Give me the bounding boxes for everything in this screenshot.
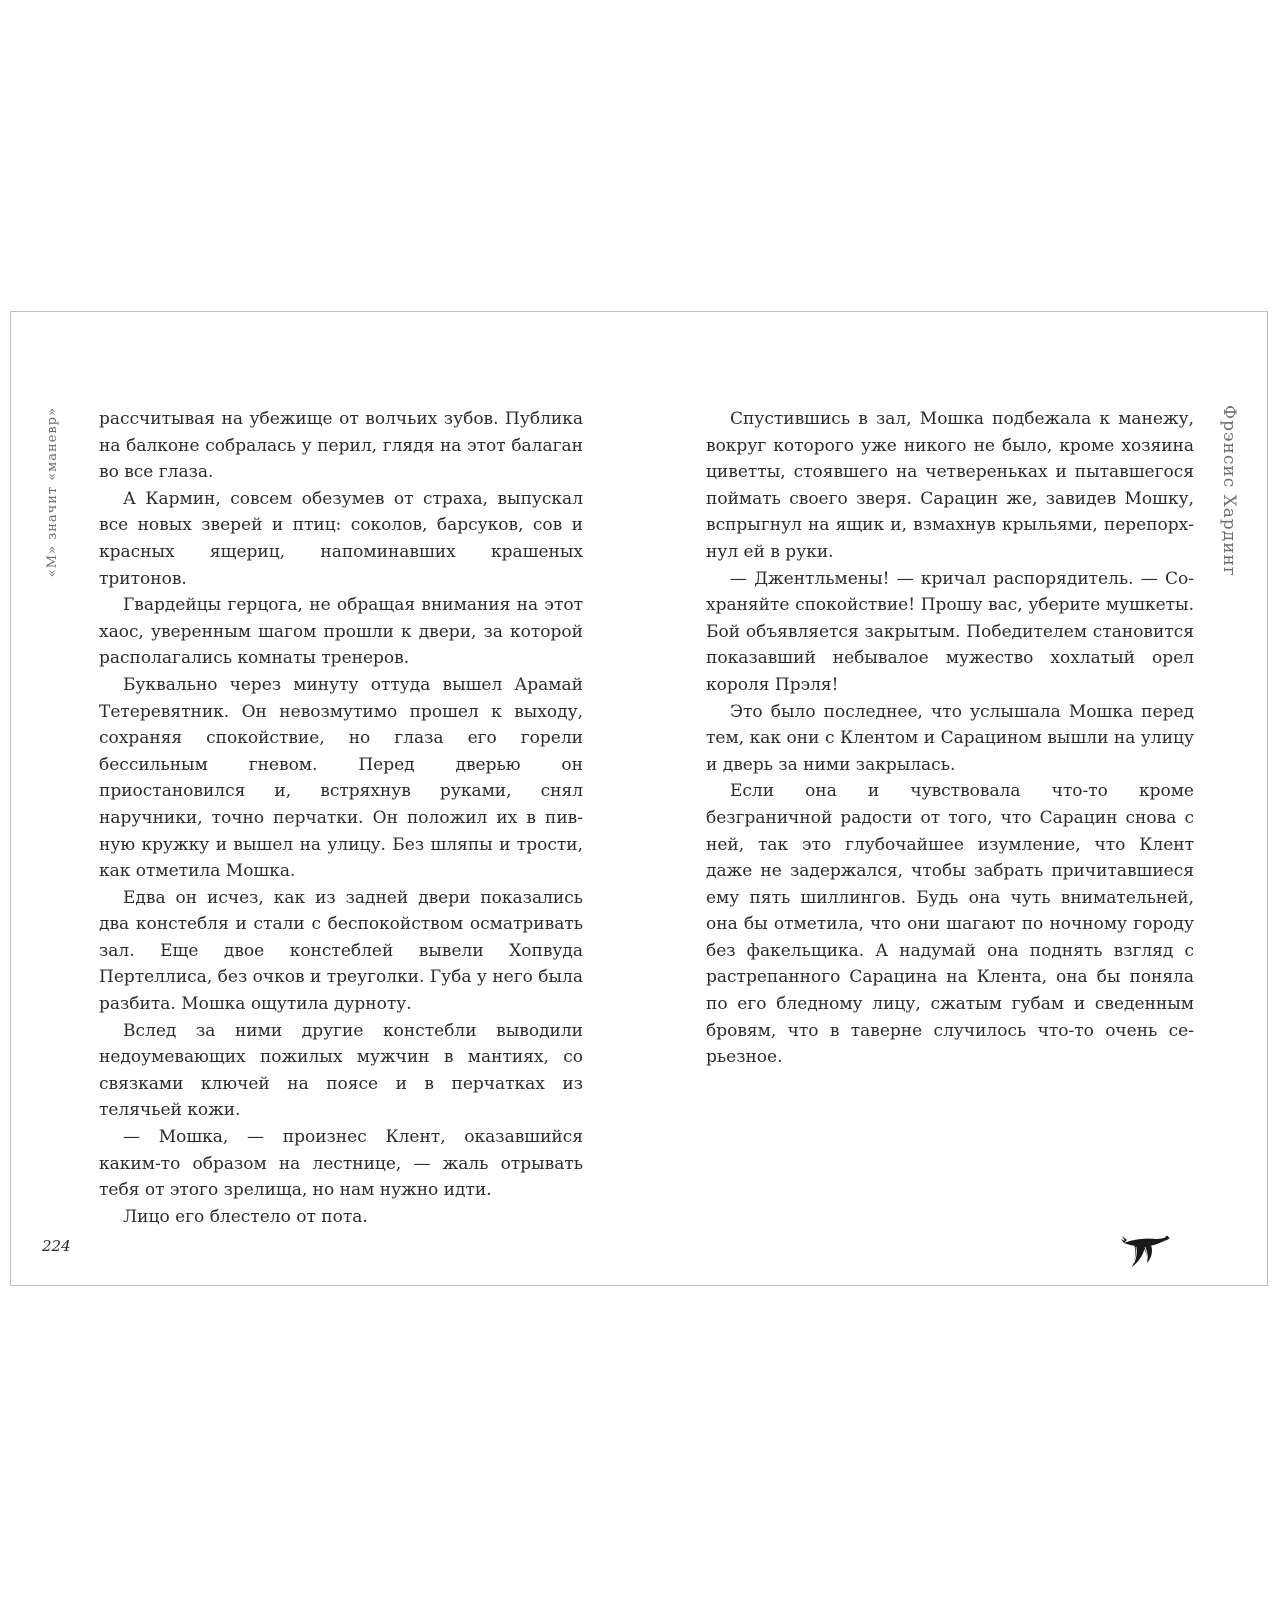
flying-goose-icon xyxy=(1120,1229,1172,1269)
page-number: 224 xyxy=(42,1237,71,1255)
paragraph: рассчитывая на убежище от волчьих зубов. Публика на балконе собралась у перил, глядя на этот балаган во все глаза. xyxy=(99,409,583,483)
paragraph: Вслед за ними другие констебли выводили недоумевающих пожилых мужчин в мантиях, со связками ключей на поясе и в перчатках из телячьей кожи. xyxy=(99,1020,583,1121)
paragraph: Если она и чувствовала что-то кроме безграничной радости от того, что Сарацин снова с ней, так это глубочайшее изумление, что Клент даже не задержался, чтобы забрать причитавшиеся ему пять шиллингов. Будь она чуть внимательней, она бы отметила, что они шагают по ночному городу без факельщика. А надумай она поднять взгляд с растрепанного Сарацина на Клента, она бы поняла по его бледному лицу, сжатым губам и сведенным бровям, что в таверне случилось что-то очень серьезное. xyxy=(706,781,1194,1068)
running-head-left: «М» значит «маневр» xyxy=(45,407,60,578)
paragraph: — Джентльмены! — кричал распорядитель. — Сохраняйте спокойствие! Прошу вас, уберите мушкеты. Бой объявляется закрытым. Победителем становится показавший небывалое мужество хохлатый орел короля Прэля! xyxy=(706,568,1194,695)
paragraph: — Мошка, — произнес Клент, оказавшийся каким-то образом на лестнице, — жаль отрывать тебя от этого зрелища, но нам нужно идти. xyxy=(99,1127,583,1201)
paragraph: Буквально через минуту оттуда вышел Арамай Тетеревятник. Он невозмутимо прошел к выходу, сохраняя спокойствие, но глаза его горели бессильным гневом. Перед дверью он приостановился и, встряхнув руками, снял наручники, точно перчатки. Он положил их в пивную кружку и вышел на улицу. Без шляпы и трости, как отметила Мошка. xyxy=(99,674,583,882)
paragraph: А Кармин, совсем обезумев от страха, выпускал все новых зверей и птиц: соколов, барсуков, сов и красных ящериц, напоминавших крашеных тритонов. xyxy=(99,488,583,589)
paragraph: Это было последнее, что услышала Мошка перед тем, как они с Клентом и Сарацином вышли на улицу и дверь за ними закрылась. xyxy=(706,701,1194,775)
paragraph: Гвардейцы герцога, не обращая внимания на этот хаос, уверенным шагом прошли к двери, за которой располагались комнаты тренеров. xyxy=(99,595,583,669)
running-head-right: Фрэнсис Хардинг xyxy=(1219,405,1239,577)
book-spread xyxy=(10,311,1268,1286)
left-page-text xyxy=(99,406,583,1230)
paragraph: Едва он исчез, как из задней двери показались два констебля и стали с беспокойством осматривать зал. Еще двое констеблей вывели Хопвуда Пертеллиса, без очков и треуголки. Губа у него была разбита. Мошка ощутила дурноту. xyxy=(99,887,583,1015)
paragraph: Лицо его блестело от пота. xyxy=(123,1206,368,1227)
paragraph: Спустившись в зал, Мошка подбежала к манежу, вокруг которого уже никого не было, кроме хозяина циветты, стоявшего на четвереньках и пытавшегося поймать своего зверя. Сарацин же, завидев Мошку, вспрыгнул на ящик и, взмахнув крыльями, перепорхнул ей в руки. xyxy=(706,409,1194,562)
right-page-text xyxy=(706,406,1194,1071)
